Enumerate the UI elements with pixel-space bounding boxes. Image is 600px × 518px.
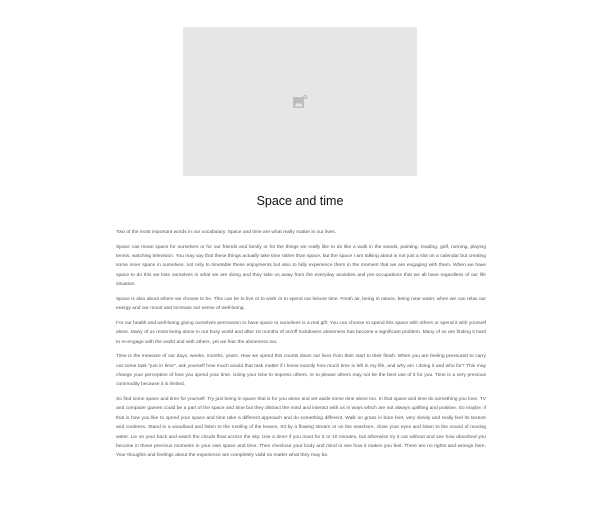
article-title: Space and time [256, 194, 344, 208]
article-paragraph: So find some space and time for yourself. Try just being in space that is for you alone and set aside some time alone too. In that space and time do something you love. TV and computer games could be a part of the space and time but they distract the mind and interact with us in ways which are not always uplifting and positive. So maybe, if that is how you like to spend your space and time take a different approach and do something different. Walk on grass in bare feet, very slowly and really feel its texture and coolness. Stand in a woodland and listen to the rustling of the leaves. Sit by a flowing stream or on the seashore, close your eyes and listen to the sound of moving water. Lie on your back and watch the clouds float across the sky. Use a timer if you must for 5 or 10 minutes, but otherwise try it out without and see how absorbed you become in those precious moments in your own space and time. Then checkout your body and mind to see how it makes you feel. There are no rights and wrongs here. Your thoughts and feelings about the experience are completely valid no matter what they may be. [116, 397, 486, 459]
article-paragraph: Time is the measure of our days, weeks, months, years. How we spend this counts down our lives from their start to their finish. When you are feeling pressured to carry out some task "just in time", ask yourself how much would that task matter if I knew exactly how much time is left in my life, and why am I doing it and who for? This may change your perception of how you spend your time. Using your time to impress others, or to please others may not be the best use of it for you. Time is a very precious commodity because it is limited. [116, 354, 486, 388]
article-paragraph: Space is also about where we choose to be. This can be to live or to work or to spend our leisure time. Fresh air, being in nature, being near water, when we can relax our energy and our mood and increase our sense of well-being. [116, 296, 486, 312]
article-body [116, 228, 486, 466]
article-paragraph: Two of the most important words in our vocabulary. Space and time are what really matter in our lives. [116, 230, 337, 235]
hero-image-placeholder [183, 27, 417, 176]
article-paragraph: Space can mean space for ourselves or for our friends and family or for the things we really like to do like a walk in the woods, painting, reading, golf, running, playing tennis, watching television. You may say that these things actually take time rather than space, but the space I am talking about is not just a slot on a calendar but creating some inner space in ourselves, not only to timetable these enjoyments but also to fully experience them in the moment that we are engaging with them. When we have space to do this we lose ourselves in what we are doing and they take us away from the everyday anxieties and pre-occupations that we all have regardless of our life situation. [116, 244, 486, 288]
article-paragraph: For our health and well-being giving ourselves permission to have space to ourselves is a real gift. You can choose to spend this space with others or spend it with yourself alone. Many of us resist being alone in our busy world and after 15 months of on/off lockdowns aloneness has become a significant problem. Many of us are finding it hard to re-engage with the world and with others, yet we fear the aloneness too. [116, 320, 486, 345]
image-placeholder-icon [292, 94, 308, 110]
